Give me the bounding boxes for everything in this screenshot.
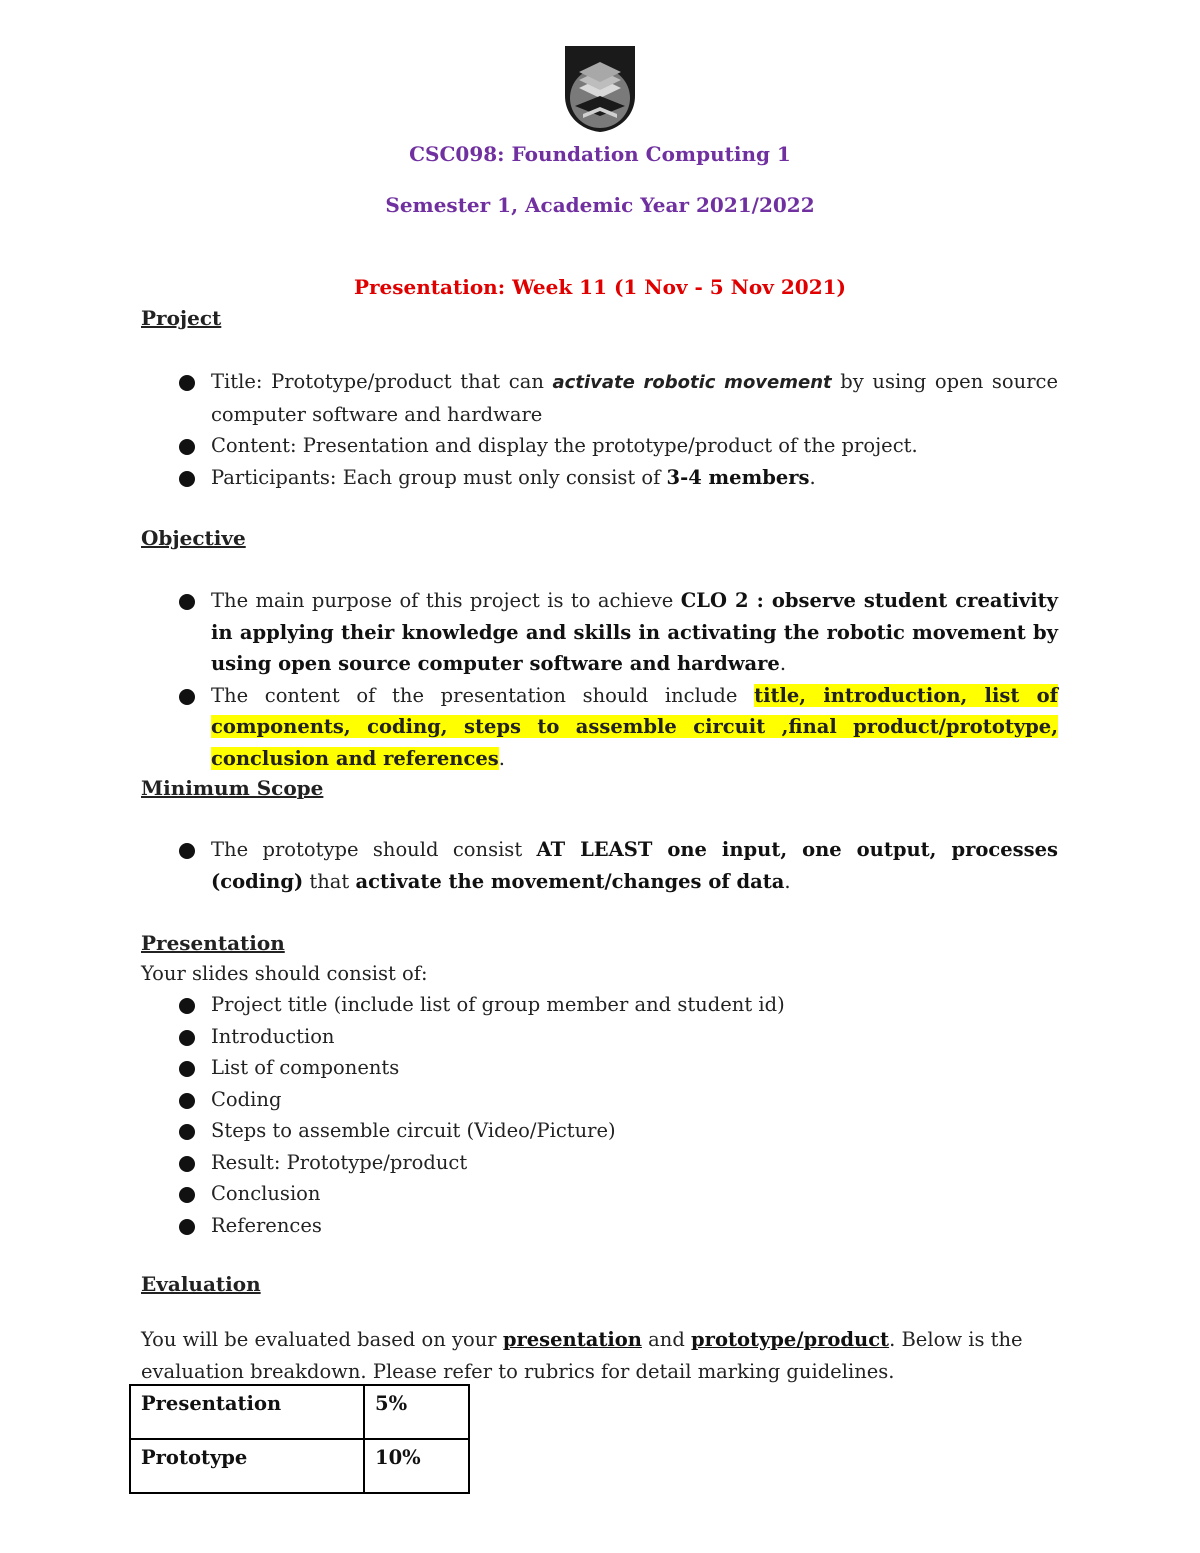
list-item: Project title (include list of group member and student id) [0,989,1058,1021]
list-item: Content: Presentation and display the prototype/product of the project. [0,430,1058,462]
list-item: List of components [0,1052,1058,1084]
list-item: Title: Prototype/product that can activate robotic movement by using open source computer software and hardware [0,366,1058,430]
evaluation-heading: Evaluation [141,1272,261,1296]
project-heading: Project [141,306,222,330]
list-item: Participants: Each group must only consist of 3-4 members. [0,462,1058,494]
presentation-date: Presentation: Week 11 (1 Nov - 5 Nov 2021) [353,275,846,299]
course-title: CSC098: Foundation Computing 1 [409,142,791,166]
minimum-scope-heading: Minimum Scope [141,776,324,800]
slides-intro: Your slides should consist of: [141,962,428,985]
table-cell: 10% [364,1439,469,1493]
slides-list [0,989,1058,1241]
list-item: The prototype should consist AT LEAST one input, one output, processes (coding) that activate the movement/changes of data. [0,834,1058,897]
list-item: Introduction [0,1021,1058,1053]
list-item: Result: Prototype/product [0,1147,1058,1179]
evaluation-table [129,1384,470,1494]
scope-list [0,834,1058,897]
list-item: References [0,1210,1058,1242]
project-list [0,366,1058,493]
university-logo [563,44,637,132]
highlighted-text: title, introduction, list of components, coding, steps to assemble circuit ,final product/prototype, conclusion and references [211,683,1058,770]
table-cell: Prototype [130,1439,364,1493]
list-item: The main purpose of this project is to achieve CLO 2 : observe student creativity in applying their knowledge and skills in activating the robotic movement by using open source computer software and hardware. [0,585,1058,680]
objective-list [0,585,1058,774]
list-item: Steps to assemble circuit (Video/Picture) [0,1115,1058,1147]
title-emphasis: activate robotic movement [552,372,832,393]
evaluation-text: You will be evaluated based on your presentation and prototype/product. Below is the evaluation breakdown. Please refer to rubrics for detail marking guidelines. [141,1328,1023,1383]
table-cell: Presentation [130,1385,364,1439]
table-row [130,1439,469,1493]
table-cell: 5% [364,1385,469,1439]
list-item: The content of the presentation should include title, introduction, list of components, coding, steps to assemble circuit ,final product/prototype, conclusion and references. [0,680,1058,775]
table-row [130,1385,469,1439]
presentation-heading: Presentation [141,931,285,955]
list-item: Coding [0,1084,1058,1116]
semester-line: Semester 1, Academic Year 2021/2022 [385,193,815,217]
objective-heading: Objective [141,526,246,550]
list-item: Conclusion [0,1178,1058,1210]
